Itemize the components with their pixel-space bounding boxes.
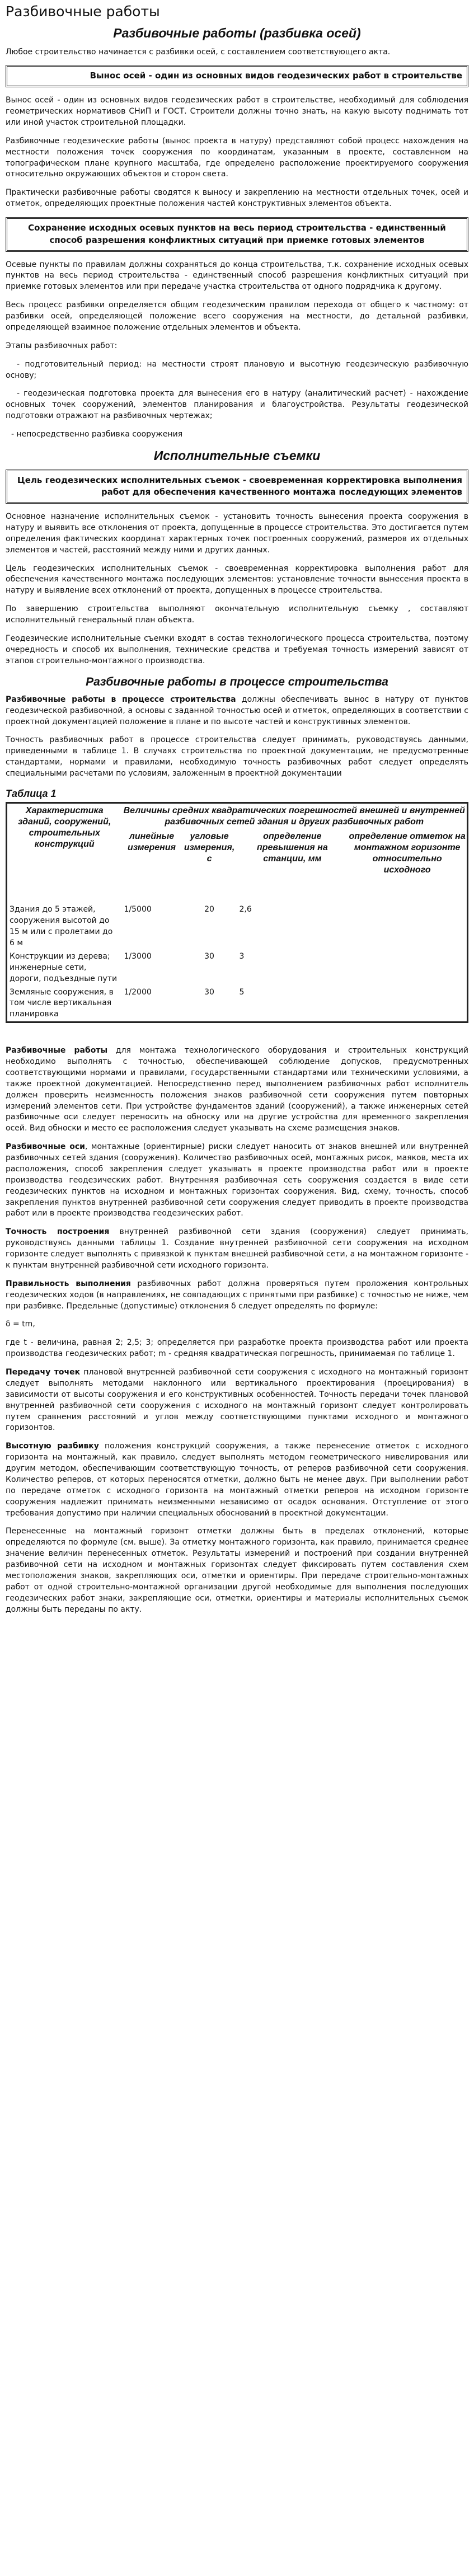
paragraph: Основное назначение исполнительных съемок - установить точность вынесения проекта сооружения в натуру и выявить все отклонения от проекта, допущенные в процессе строительства. Это достигается путем определения фактических координат характерных точек построенных сооружений, размеров их отдельных элементов и частей, расстояний между ними и других данных. <box>6 512 468 555</box>
paragraph: Весь процесс разбивки определяется общим геодезическим правилом перехода от общего к частному: от разбивки осей, определяющей положение всего сооружения на местности, до детальной разбивки, определяющей взаимное положение отдельных элементов и объекта. <box>6 301 468 332</box>
paragraph: - подготовительный период: на местности строят плановую и высотную геодезическую разбивочную основу; <box>6 359 468 380</box>
paragraph: Перенесенные на монтажный горизонт отметки должны быть в пределах отклонений, которые определяются по формуле (см. выше). За отметку монтажного горизонта, как правило, принимается среднее значение величин перенесенных отметок. Результаты измерений и построений при создании внутренней разбивочной сети на исходном и монтажных горизонтах следует фиксировать путем составления схем местоположения знаков, закрепляющих оси, отметки и ориентиры. При передаче строительно-монтажных работ от одной строительно-монтажной организации другой необходимые для выполнения последующих геодезических работ знаки, закрепляющие оси, отметки, ориентиры и материалы исполнительных съемок должны быть переданы по акту. <box>6 1527 468 1614</box>
table-header-height: определение превышения на станции, мм <box>256 832 328 864</box>
table-header-mark: определение отметок на монтажном горизонте относительно исходного <box>349 832 466 875</box>
paragraph-text: , монтажные (ориентирные) риски следует наносить от знаков внешней или внутренней разбивочных сетей здания (сооружения). Количество разбивочных осей, монтажных рисок, маяков, места их расположения, способ закрепления следует указывать в проекте производства работ или в проекте производства геодезических работ. Внутренняя разбивочная сеть сооружения создается в виде сети геодезических пунктов на исходном и монтажных горизонтах сооружения. Вид, схему, точность, способ закрепления пунктов внутренней разбивочной сети сооружения следует приводить в проекте производства работ или в проекте производства геодезических работ. <box>6 1142 468 1218</box>
table-cell: 2,6 <box>239 905 252 914</box>
paragraph: где t - величина, равная 2; 2,5; 3; определяется при разработке проекта производства работ или проекта производства геодезических работ; m - средняя квадратическая погрешность, принимаемая по таблице 1. <box>6 1338 468 1359</box>
table-cell: 1/3000 <box>124 951 152 961</box>
table-row <box>7 878 468 903</box>
paragraph-text: разбивочных работ должна проверяться путем проложения контрольных геодезических ходов (в направлениях, не совпадающих с принятыми при разбивке) с точностью не ниже, чем при разбивке. Предельные (допустимые) отклонения δ следует определять по формуле: <box>6 1279 468 1311</box>
paragraph: Точность разбивочных работ в процессе строительства следует принимать, руководствуясь данными, приведенными в таблице 1. В случаях строительства по проектной документации, не предусмотренные стандартами, нормами и правилами, необходимую точность разбивочных работ следует определять специальными расчетами по условиям, заложенным в проектной документации <box>6 735 468 778</box>
paragraph <box>6 695 468 728</box>
paragraph <box>6 1441 468 1519</box>
table-cell: 3 <box>239 951 245 961</box>
table-cell: 1/2000 <box>124 987 152 997</box>
table-row <box>7 903 468 950</box>
bold-lead: Передачу точек <box>6 1368 81 1377</box>
table-cell: 20 <box>204 905 214 914</box>
paragraph-text: внутренней разбивочной сети здания (сооружения) следует принимать, руководствуясь данными таблицы 1. Создание внутренней разбивочной сети сооружения на исходном горизонте следует выполнять с привязкой к пунктам внешней разбивочной сети, а на монтажном горизонте - к пунктам внутренней разбивочной сети исходного горизонта. <box>6 1227 468 1270</box>
formula: δ = tm, <box>6 1320 35 1329</box>
table-row <box>7 986 468 1022</box>
callout-box-axes: Вынос осей - один из основных видов геодезических работ в строительстве <box>6 65 468 87</box>
paragraph-text: для монтажа технологического оборудования и строительных конструкций необходимо выполнять с точностью, обеспечивающей соблюдение допусков, предусмотренных соответствующими нормами и правилами, государственными стандартами или техническими условиями, а также проектной документацией. Непосредственно перед выполнением разбивочных работ исполнитель должен проверить неизменность положения знаков разбивочной сети сооружения путем повторных измерений элементов сети. При устройстве фундаментов зданий (сооружений), а также инженерных сетей разбивочные оси следует переносить на обноску или на другие устройства для временного закрепления осей. Вид обноски и место ее расположения следует указывать на схеме размещения знаков. <box>6 1046 469 1133</box>
table-caption: Таблица 1 <box>6 787 57 799</box>
table-cell: 1/5000 <box>124 905 152 914</box>
accuracy-table <box>6 802 468 1023</box>
paragraph <box>6 1227 468 1271</box>
page-title: Разбивочные работы <box>6 3 160 20</box>
section-heading-construction: Разбивочные работы в процессе строительства <box>86 675 388 688</box>
bold-lead: Разбивочные работы <box>6 1046 108 1055</box>
paragraph: Этапы разбивочных работ: <box>6 341 118 350</box>
intro-paragraph: Любое строительство начинается с разбивки осей, с составлением соответствующего акта. <box>6 47 391 57</box>
section-heading-surveys: Исполнительные съемки <box>153 448 321 463</box>
bold-lead: Правильность выполнения <box>6 1279 131 1288</box>
paragraph: Разбивочные геодезические работы (вынос проекта в натуру) представляют собой процесс нахождения на местности положения точек сооружения по координатам, указанным в проекте, составленном на топографическом плане крупного масштаба, где определено расположение проектируемого сооружения относительно окружающих объектов и сторон света. <box>6 136 468 179</box>
paragraph <box>6 1279 468 1312</box>
table-cell: Здания до 5 этажей, сооружения высотой до 15 м или с пролетами до 6 м <box>10 905 113 948</box>
table-header-angular: угловые измерения, с <box>184 832 235 864</box>
table-cell: Конструкции из дерева; инженерные сети, дороги, подъездные пути <box>10 951 118 983</box>
paragraph-text: положения конструкций сооружения, а также перенесение отметок с исходного горизонта на монтажный, как правило, следует выполнять методом геометрического нивелирования или другим методом, обеспечивающим соответствующую точность, от реперов разбивочной сети сооружения. Количество реперов, от которых переносятся отметки, должно быть не менее двух. При выполнении работ по передаче отметок с исходного горизонта на монтажный отметки реперов на исходном горизонте сооружения надлежит принимать неизменными независимо от осадок основания. Отступление от этого требования допустимо при наличии специальных обоснований в проектной документации. <box>6 1442 468 1518</box>
table-cell: 30 <box>204 951 214 961</box>
paragraph: - геодезическая подготовка проекта для вынесения его в натуру (аналитический расчет) - нахождение основных точек сооружений, элементов планирования и благоустройства. Результаты геодезической подготовки отражают на разбивочных чертежах; <box>6 389 468 421</box>
paragraph <box>6 1142 468 1219</box>
callout-box-surveys: Цель геодезических исполнительных съемок - своевременная корректировка выполнения работ для обеспечения качественного монтажа последующих элементов <box>6 470 468 504</box>
paragraph: Вынос осей - один из основных видов геодезических работ в строительстве, необходимый для соблюдения геометрических нормативов СНиП и ГОСТ. Строители должны точно знать, на какую высоту поднимать тот или иной участок строительной площадки. <box>6 96 468 127</box>
table-header-linear: линейные измерения <box>128 832 176 853</box>
table-cell: 30 <box>204 987 214 997</box>
bold-lead: Разбивочные работы в процессе строительства <box>6 695 236 704</box>
paragraph-text: должны обеспечивать вынос в натуру от пунктов геодезической разбивочной, а основы с заданной точностью осей и отметок, определяющих в соответствии с проектной документацией положение в плане и по высоте частей и конструктивных элементов. <box>6 695 468 726</box>
paragraph: Осевые пункты по правилам должны сохраняться до конца строительства, т.к. сохранение исходных осевых пунктов на весь период строительства - единственный способ разрешения конфликтных ситуаций при приемке готовых элементов или при передаче участка строительства от одного подрядчика к другому. <box>6 260 468 292</box>
paragraph: Геодезические исполнительные съемки входят в состав технологического процесса строительства, поэтому очередность и способ их выполнения, технические средства и требуемая точность измерений зависят от этапов строительно-монтажного производства. <box>6 634 468 665</box>
table-cell <box>348 903 467 950</box>
table-header-group: Величины средних квадратических погрешностей внешней и внутренней разбивочных сетей здания и других разбивочных работ <box>123 806 465 827</box>
paragraph: Практически разбивочные работы сводятся к выносу и закреплению на местности отдельных точек, осей и отметок, определяющих проектные положения частей конструктивных элементов объекта. <box>6 188 468 209</box>
table-cell <box>348 950 467 986</box>
bold-lead: Высотную разбивку <box>6 1442 99 1451</box>
paragraph-text: плановой внутренней разбивочной сети сооружения с исходного на монтажный горизонт следует выполнять методами наклонного или вертикального проектирования (проецирования) в зависимости от высоты сооружения и его конструктивных особенностей. Точность передачи точек плановой внутренней разбивочной сети сооружения с исходного на монтажный горизонт следует контролировать путем сравнения расстояний и углов между соответствующими пунктами исходного и монтажного горизонтов. <box>6 1368 469 1433</box>
table-row <box>7 950 468 986</box>
paragraph <box>6 1367 468 1434</box>
paragraph <box>6 1045 468 1134</box>
section-heading-axes: Разбивочные работы (разбивка осей) <box>113 26 361 40</box>
paragraph: Цель геодезических исполнительных съемок - своевременная корректировка выполнения работ для обеспечения качественного монтажа последующих элементов: установление точности вынесения проекта в натуру и выявление всех отклонений от проекта, допущенных в процессе строительства. <box>6 564 468 595</box>
table-cell <box>348 986 467 1022</box>
callout-box-points: Сохранение исходных осевых пунктов на весь период строительства - единственный способ разрешения конфликтных ситуаций при приемке готовых элементов <box>6 217 468 252</box>
paragraph: - непосредственно разбивка сооружения <box>11 430 183 439</box>
bold-lead: Точность построения <box>6 1227 110 1237</box>
spacer <box>6 1023 468 1045</box>
table-cell: Земляные сооружения, в том числе вертикальная планировка <box>10 987 114 1019</box>
bold-lead: Разбивочные оси <box>6 1142 85 1152</box>
table-cell: 5 <box>239 987 245 997</box>
paragraph: По завершению строительства выполняют окончательную исполнительную съемку , составляют исполнительный генеральный план объекта. <box>6 604 468 625</box>
table-header-characteristic: Характеристика зданий, сооружений, строительных конструкций <box>18 806 111 850</box>
